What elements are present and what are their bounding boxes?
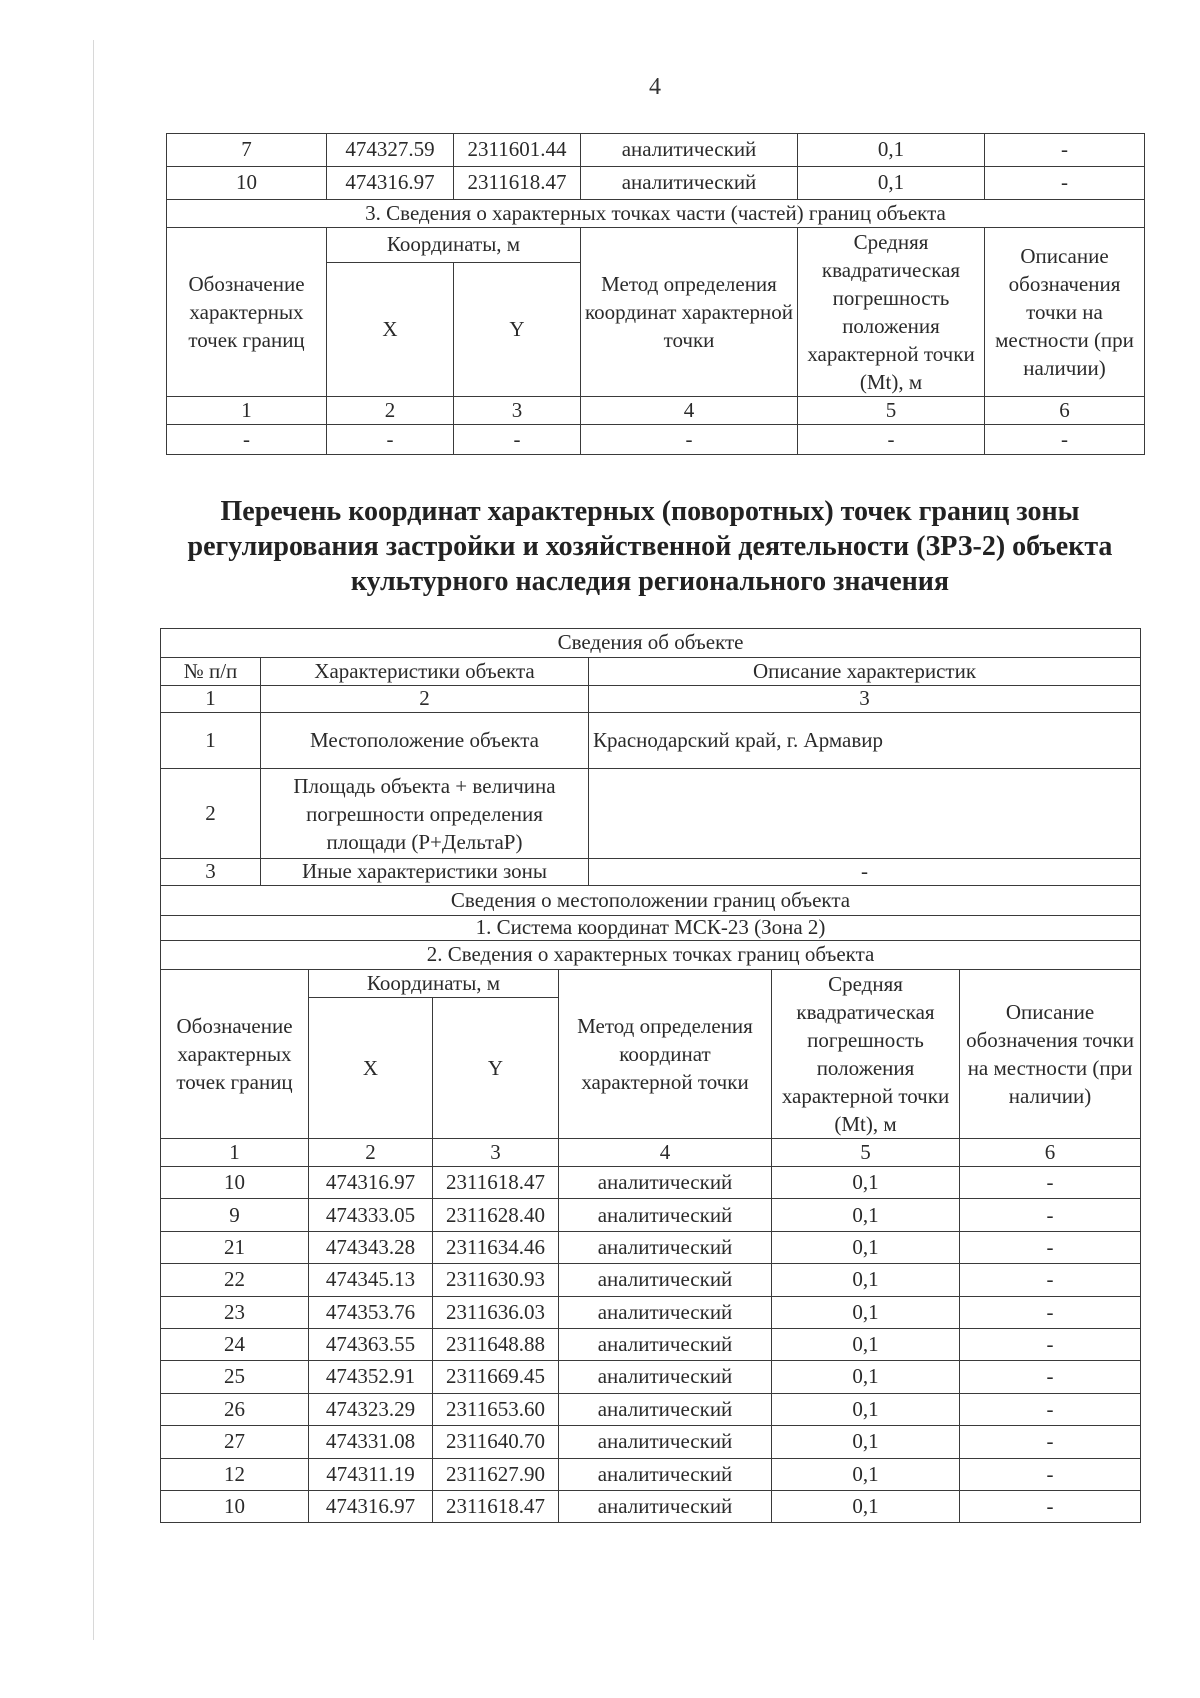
accuracy: 0,1	[772, 1393, 960, 1425]
object-row	[161, 713, 1141, 769]
accuracy: 0,1	[772, 1264, 960, 1296]
coord-y: 2311628.40	[433, 1199, 559, 1231]
method: аналитический	[559, 1426, 772, 1458]
page-number: 4	[649, 74, 661, 100]
method: аналитический	[559, 1393, 772, 1425]
row-num: 3	[161, 859, 261, 886]
row-num: 1	[161, 713, 261, 769]
point-id: 12	[161, 1458, 309, 1490]
header-coordinates: Координаты, м	[327, 228, 581, 263]
object-info-table	[160, 628, 1141, 1523]
point-description: -	[960, 1426, 1141, 1458]
point-id: 25	[161, 1361, 309, 1393]
point-id: 9	[161, 1199, 309, 1231]
method: аналитический	[559, 1296, 772, 1328]
header-y: Y	[454, 263, 581, 397]
header-description: Описание обозначения точки на местности (при наличии)	[960, 970, 1141, 1139]
header-x: X	[327, 263, 454, 397]
object-row	[161, 769, 1141, 859]
header-point-designation: Обозначение характерных точек границ	[161, 970, 309, 1139]
col-number: 4	[581, 397, 798, 425]
header-accuracy: Средняя квадратическая погрешность положения характерной точки (Mt), м	[772, 970, 960, 1139]
point-description: -	[960, 1199, 1141, 1231]
accuracy: 0,1	[772, 1231, 960, 1263]
accuracy: 0,1	[798, 167, 985, 200]
point-description: -	[960, 1458, 1141, 1490]
accuracy: 0,1	[772, 1490, 960, 1522]
header-num: № п/п	[161, 658, 261, 686]
point-id: 27	[161, 1426, 309, 1458]
location-title: Сведения о местоположении границ объекта	[161, 886, 1141, 916]
point-description: -	[960, 1328, 1141, 1360]
col-number: 1	[167, 397, 327, 425]
header-method: Метод определения координат характерной точки	[581, 228, 798, 397]
table-row	[161, 1167, 1141, 1199]
header-y: Y	[433, 998, 559, 1139]
point-id: 26	[161, 1393, 309, 1425]
accuracy: 0,1	[798, 134, 985, 167]
accuracy: 0,1	[772, 1199, 960, 1231]
col-number: 2	[327, 397, 454, 425]
point-id: 10	[167, 167, 327, 200]
table-row	[161, 1393, 1141, 1425]
col-number: 1	[161, 1139, 309, 1167]
coord-x: 474316.97	[309, 1167, 433, 1199]
table-row	[161, 1231, 1141, 1263]
characteristic-name: Местоположение объекта	[261, 713, 589, 769]
coord-x: 474331.08	[309, 1426, 433, 1458]
accuracy: 0,1	[772, 1296, 960, 1328]
col-number: 6	[985, 397, 1145, 425]
coord-x: 474345.13	[309, 1264, 433, 1296]
coord-y: 2311634.46	[433, 1231, 559, 1263]
cell: -	[798, 425, 985, 455]
coord-x: 474323.29	[309, 1393, 433, 1425]
table-row	[167, 167, 1145, 200]
point-description: -	[960, 1296, 1141, 1328]
col-number: 3	[589, 686, 1141, 713]
col-number: 5	[772, 1139, 960, 1167]
boundary-points-table-continued	[166, 133, 1145, 455]
coord-x: 474343.28	[309, 1231, 433, 1263]
table-row	[161, 1296, 1141, 1328]
coord-y: 2311653.60	[433, 1393, 559, 1425]
col-number: 2	[261, 686, 589, 713]
coord-x: 474316.97	[327, 167, 454, 200]
header-accuracy: Средняя квадратическая погрешность положения характерной точки (Mt), м	[798, 228, 985, 397]
point-id: 23	[161, 1296, 309, 1328]
coord-y: 2311669.45	[433, 1361, 559, 1393]
characteristic-value	[589, 769, 1141, 859]
method: аналитический	[559, 1167, 772, 1199]
characteristic-value: Краснодарский край, г. Армавир	[589, 713, 1141, 769]
table-row	[161, 1361, 1141, 1393]
method: аналитический	[559, 1361, 772, 1393]
coord-y: 2311618.47	[433, 1490, 559, 1522]
scan-edge-line	[93, 40, 94, 1640]
method: аналитический	[559, 1264, 772, 1296]
method: аналитический	[559, 1328, 772, 1360]
accuracy: 0,1	[772, 1328, 960, 1360]
table-row	[161, 1264, 1141, 1296]
table-row	[161, 1328, 1141, 1360]
method: аналитический	[559, 1231, 772, 1263]
point-description: -	[960, 1264, 1141, 1296]
accuracy: 0,1	[772, 1458, 960, 1490]
empty-data-row	[167, 425, 1145, 455]
col-number: 3	[433, 1139, 559, 1167]
method: аналитический	[559, 1458, 772, 1490]
section3-title: 3. Сведения о характерных точках части (частей) границ объекта	[167, 200, 1145, 228]
column-numbers-row	[161, 1139, 1141, 1167]
header-point-designation: Обозначение характерных точек границ	[167, 228, 327, 397]
header-coordinates: Координаты, м	[309, 970, 559, 998]
col-number: 6	[960, 1139, 1141, 1167]
section2-title: 2. Сведения о характерных точках границ объекта	[161, 941, 1141, 970]
coord-y: 2311618.47	[433, 1167, 559, 1199]
table-row	[167, 134, 1145, 167]
header-x: X	[309, 998, 433, 1139]
point-id: 10	[161, 1167, 309, 1199]
col-number: 3	[454, 397, 581, 425]
characteristic-name: Иные характеристики зоны	[261, 859, 589, 886]
cell: -	[985, 425, 1145, 455]
object-info-title: Сведения об объекте	[161, 629, 1141, 658]
table-row	[161, 1199, 1141, 1231]
coordinate-system: 1. Система координат МСК-23 (Зона 2)	[161, 916, 1141, 941]
point-description: -	[960, 1361, 1141, 1393]
method: аналитический	[559, 1199, 772, 1231]
coord-x: 474353.76	[309, 1296, 433, 1328]
table-row	[161, 1426, 1141, 1458]
header-description: Описание обозначения точки на местности (при наличии)	[985, 228, 1145, 397]
col-number: 1	[161, 686, 261, 713]
cell: -	[581, 425, 798, 455]
row-num: 2	[161, 769, 261, 859]
cell: -	[327, 425, 454, 455]
characteristic-name: Площадь объекта + величина погрешности определения площади (Р+ДельтаР)	[261, 769, 589, 859]
coord-x: 474327.59	[327, 134, 454, 167]
document-title: Перечень координат характерных (поворотных) точек границ зоны регулирования застройки и хозяйственной деятельности (ЗРЗ-2) объекта культурного наследия регионального значения	[187, 496, 1113, 597]
col-number: 5	[798, 397, 985, 425]
accuracy: 0,1	[772, 1361, 960, 1393]
coord-y: 2311636.03	[433, 1296, 559, 1328]
coord-x: 474316.97	[309, 1490, 433, 1522]
header-characteristics-description: Описание характеристик	[589, 658, 1141, 686]
point-id: 21	[161, 1231, 309, 1263]
col-number: 4	[559, 1139, 772, 1167]
accuracy: 0,1	[772, 1167, 960, 1199]
method: аналитический	[559, 1490, 772, 1522]
coord-y: 2311648.88	[433, 1328, 559, 1360]
cell: -	[167, 425, 327, 455]
point-description: -	[960, 1231, 1141, 1263]
point-description: -	[960, 1490, 1141, 1522]
point-description: -	[985, 167, 1145, 200]
coord-y: 2311630.93	[433, 1264, 559, 1296]
point-description: -	[960, 1393, 1141, 1425]
point-id: 10	[161, 1490, 309, 1522]
method: аналитический	[581, 134, 798, 167]
table-row	[161, 1458, 1141, 1490]
col-number: 2	[309, 1139, 433, 1167]
header-characteristics: Характеристики объекта	[261, 658, 589, 686]
point-description: -	[960, 1167, 1141, 1199]
coord-y: 2311640.70	[433, 1426, 559, 1458]
coord-x: 474333.05	[309, 1199, 433, 1231]
point-id: 22	[161, 1264, 309, 1296]
coord-y: 2311601.44	[454, 134, 581, 167]
header-method: Метод определения координат характерной точки	[559, 970, 772, 1139]
column-numbers-row	[167, 397, 1145, 425]
coord-x: 474363.55	[309, 1328, 433, 1360]
method: аналитический	[581, 167, 798, 200]
point-id: 24	[161, 1328, 309, 1360]
point-id: 7	[167, 134, 327, 167]
characteristic-value: -	[589, 859, 1141, 886]
coord-x: 474311.19	[309, 1458, 433, 1490]
coord-y: 2311618.47	[454, 167, 581, 200]
coord-y: 2311627.90	[433, 1458, 559, 1490]
cell: -	[454, 425, 581, 455]
accuracy: 0,1	[772, 1426, 960, 1458]
coord-x: 474352.91	[309, 1361, 433, 1393]
object-row	[161, 859, 1141, 886]
table-row	[161, 1490, 1141, 1522]
point-description: -	[985, 134, 1145, 167]
